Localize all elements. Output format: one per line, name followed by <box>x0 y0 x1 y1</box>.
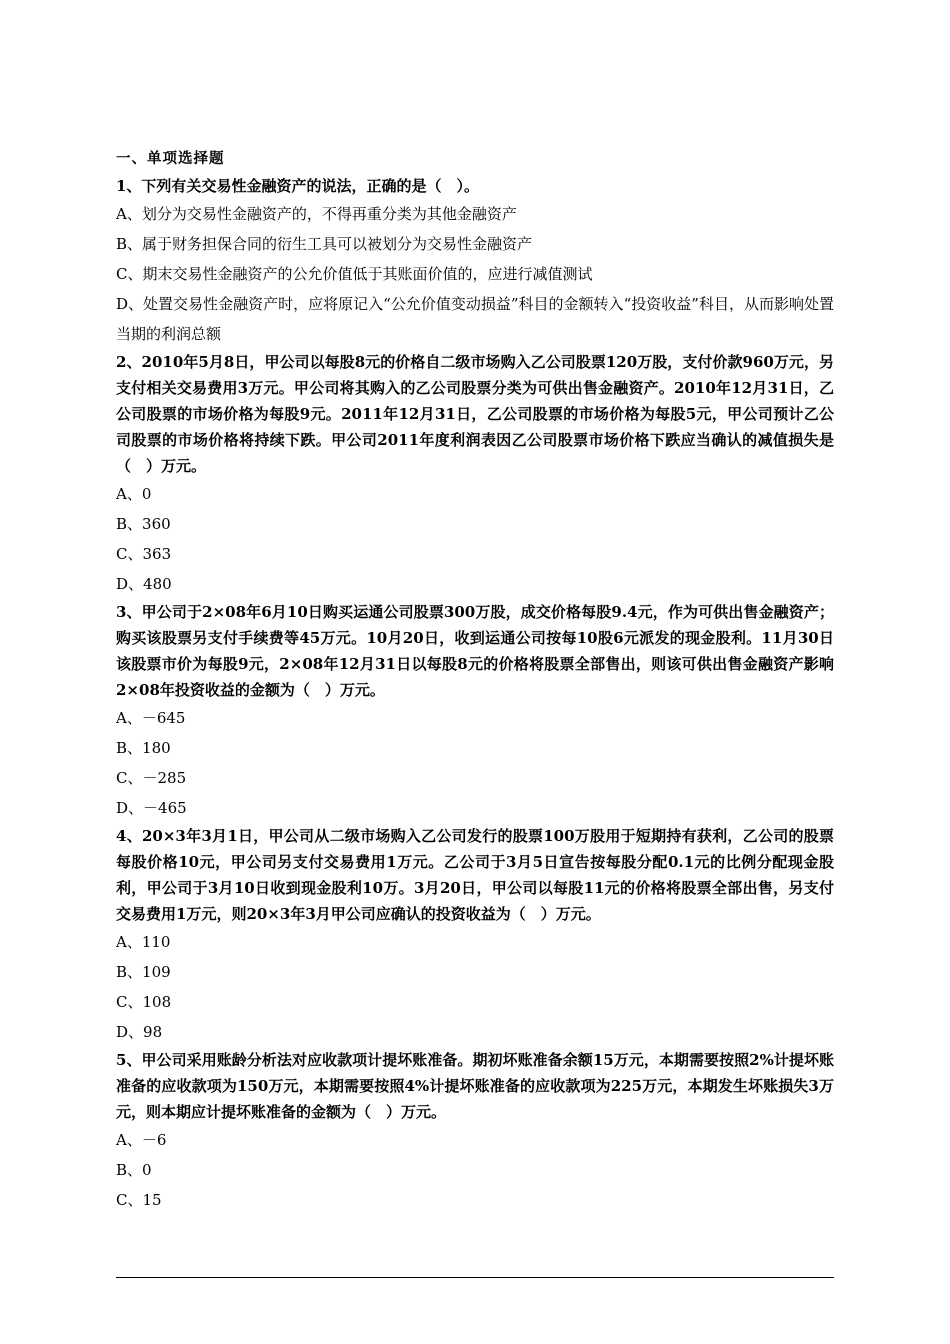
option-b: B、109 <box>116 963 171 981</box>
option-b: B、180 <box>116 739 171 757</box>
question-stem: 4、20×3年3月1日，甲公司从二级市场购入乙公司发行的股票100万股用于短期持有获利，乙公司的股票每股价格10元，甲公司另支付交易费用1万元。乙公司于3月5日宣告按每股分配0.1元的比例分配现金股利，甲公司于3月10日收到现金股利10万。3月20日，甲公司以每股11元的价格将股票全部出售，另支付交易费用1万元，则20×3年3月甲公司应确认的投资收益为（ ）万元。 <box>116 827 834 923</box>
question-stem: 3、甲公司于2×08年6月10日购买运通公司股票300万股，成交价格每股9.4元，作为可供出售金融资产；购买该股票另支付手续费等45万元。10月20日，收到运通公司按每10股6元派发的现金股利。11月30日该股票市价为每股9元，2×08年12月31日以每股8元的价格将股票全部售出，则该可供出售金融资产影响2×08年投资收益的金额为（ ）万元。 <box>116 603 834 699</box>
question-stem: 1、下列有关交易性金融资产的说法，正确的是（ ）。 <box>116 177 479 195</box>
footer-divider <box>116 1277 834 1278</box>
question-stem: 5、甲公司采用账龄分析法对应收款项计提坏账准备。期初坏账准备余额15万元，本期需要按照2%计提坏账准备的应收款项为150万元，本期需要按照4%计提坏账准备的应收款项为225万元，本期发生坏账损失3万元，则本期应计提坏账准备的金额为（ ）万元。 <box>116 1051 834 1121</box>
option-c: C、期末交易性金融资产的公允价值低于其账面价值的，应进行减值测试 <box>116 265 593 283</box>
page-content <box>116 148 834 1215</box>
question-5 <box>116 1047 834 1215</box>
option-c: C、363 <box>116 545 172 563</box>
question-3 <box>116 599 834 823</box>
option-b: B、0 <box>116 1161 152 1179</box>
option-c: C、108 <box>116 993 172 1011</box>
option-d: D、处置交易性金融资产时，应将原记入“公允价值变动损益”科目的金额转入“投资收益”科目，从而影响处置当期的利润总额 <box>116 295 834 343</box>
option-b: B、360 <box>116 515 171 533</box>
option-a: A、－6 <box>116 1131 167 1149</box>
section-title: 一、单项选择题 <box>116 150 225 167</box>
option-d: D、－465 <box>116 799 187 817</box>
option-c: C、－285 <box>116 769 187 787</box>
option-a: A、划分为交易性金融资产的，不得再重分类为其他金融资产 <box>116 205 517 223</box>
option-a: A、0 <box>116 485 152 503</box>
option-b: B、属于财务担保合同的衍生工具可以被划分为交易性金融资产 <box>116 235 533 253</box>
option-a: A、110 <box>116 933 171 951</box>
question-1 <box>116 173 834 349</box>
question-stem: 2、2010年5月8日，甲公司以每股8元的价格自二级市场购入乙公司股票120万股，支付价款960万元，另支付相关交易费用3万元。甲公司将其购入的乙公司股票分类为可供出售金融资产。2010年12月31日，乙公司股票的市场价格为每股9元。2011年12月31日，乙公司股票的市场价格为每股5元，甲公司预计乙公司股票的市场价格将持续下跌。甲公司2011年度利润表因乙公司股票市场价格下跌应当确认的减值损失是（ ）万元。 <box>116 353 835 475</box>
option-d: D、98 <box>116 1023 163 1041</box>
option-a: A、－645 <box>116 709 186 727</box>
option-d: D、480 <box>116 575 172 593</box>
option-c: C、15 <box>116 1191 162 1209</box>
question-4 <box>116 823 834 1047</box>
question-2 <box>116 349 834 599</box>
